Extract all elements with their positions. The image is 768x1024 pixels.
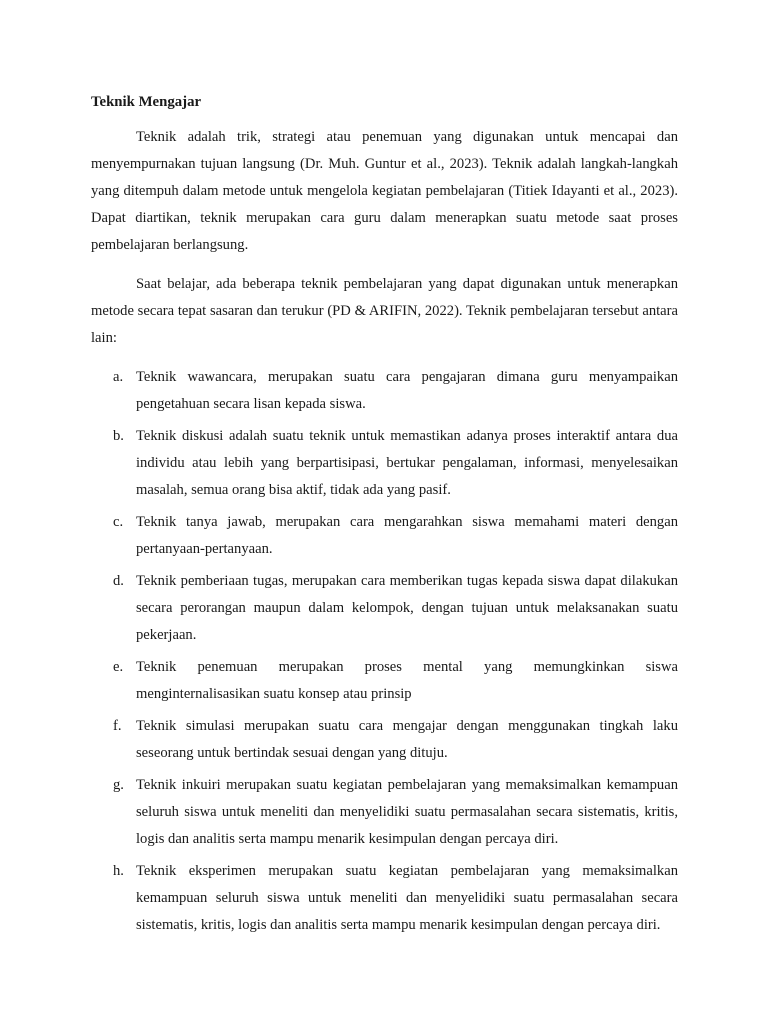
list-item	[91, 858, 678, 939]
section-heading: Teknik Mengajar	[91, 94, 202, 110]
list-item	[91, 654, 678, 708]
list-item-text: Teknik simulasi merupakan suatu cara mengajar dengan menggunakan tingkah laku seseorang untuk bertindak sesuai dengan yang dituju.	[136, 718, 678, 761]
list-item-text: Teknik wawancara, merupakan suatu cara pengajaran dimana guru menyampaikan pengetahuan secara lisan kepada siswa.	[136, 369, 678, 412]
list-item-text: Teknik inkuiri merupakan suatu kegiatan pembelajaran yang memaksimalkan kemampuan seluruh siswa untuk meneliti dan menyelidiki suatu permasalahan secara sistematis, kritis, logis dan analitis serta mampu menarik kesimpulan dengan percaya diri.	[136, 777, 678, 847]
list-marker: f.	[113, 718, 122, 734]
list-marker: b.	[113, 428, 124, 444]
list-item-text: Teknik penemuan merupakan proses mental yang memungkinkan siswa menginternalisasikan suatu konsep atau prinsip	[136, 659, 678, 702]
list-marker: d.	[113, 573, 124, 589]
list-item	[91, 713, 678, 767]
list-item-text: Teknik tanya jawab, merupakan cara mengarahkan siswa memahami materi dengan pertanyaan-pertanyaan.	[136, 514, 678, 557]
list-marker: g.	[113, 777, 124, 793]
list-item	[91, 772, 678, 853]
paragraph-definition: Teknik adalah trik, strategi atau penemuan yang digunakan untuk mencapai dan menyempurnakan tujuan langsung (Dr. Muh. Guntur et al., 2023). Teknik adalah langkah-langkah yang ditempuh dalam metode untuk mengelola kegiatan pembelajaran (Titiek Idayanti et al., 2023). Dapat diartikan, teknik merupakan cara guru dalam menerapkan suatu metode saat proses pembelajaran berlangsung.	[91, 129, 678, 253]
list-marker: h.	[113, 863, 124, 879]
list-marker: a.	[113, 369, 124, 385]
list-item	[91, 568, 678, 649]
list-item	[91, 423, 678, 504]
list-item	[91, 509, 678, 563]
list-marker: e.	[113, 659, 124, 675]
technique-list	[91, 364, 678, 939]
list-item-text: Teknik eksperimen merupakan suatu kegiatan pembelajaran yang memaksimalkan kemampuan seluruh siswa untuk meneliti dan menyelidiki suatu permasalahan secara sistematis, kritis, logis dan analitis serta mampu menarik kesimpulan dengan percaya diri.	[136, 863, 678, 933]
list-item	[91, 364, 678, 418]
list-item-text: Teknik diskusi adalah suatu teknik untuk memastikan adanya proses interaktif antara dua individu atau lebih yang berpartisipasi, bertukar pengalaman, informasi, menyelesaikan masalah, semua orang bisa aktif, tidak ada yang pasif.	[136, 428, 678, 498]
list-item-text: Teknik pemberiaan tugas, merupakan cara memberikan tugas kepada siswa dapat dilakukan secara perorangan maupun dalam kelompok, dengan tujuan untuk melaksanakan suatu pekerjaan.	[136, 573, 678, 643]
list-marker: c.	[113, 514, 124, 530]
paragraph-intro-list: Saat belajar, ada beberapa teknik pembelajaran yang dapat digunakan untuk menerapkan metode secara tepat sasaran dan terukur (PD & ARIFIN, 2022). Teknik pembelajaran tersebut antara lain:	[91, 276, 678, 346]
